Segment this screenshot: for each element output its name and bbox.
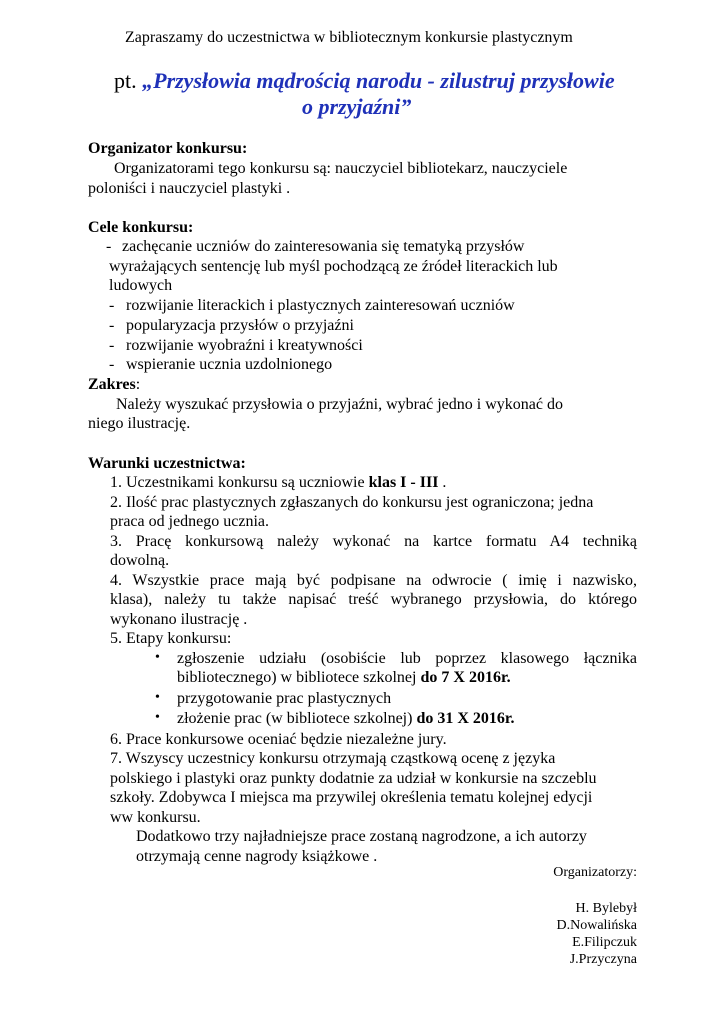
condition-3-line1: 3. Pracę konkursową należy wykonać na kartce formatu A4 techniką <box>110 533 637 550</box>
stage-2: przygotowanie prac plastycznych <box>177 690 392 707</box>
bullet-2: • <box>155 690 160 705</box>
goal-1-line3: ludowych <box>109 277 173 294</box>
condition-5: 5. Etapy konkursu: <box>110 630 232 647</box>
stage-1-line2 <box>177 668 511 687</box>
organizers-heading: Organizatorzy: <box>553 865 637 880</box>
bullet-3: • <box>155 710 160 725</box>
condition-6: 6. Prace konkursowe oceniać będzie niezależne jury. <box>110 731 447 748</box>
contest-title-line2: o przyjaźni” <box>302 94 412 119</box>
goal-1-line2: wyrażających sentencję lub myśl pochodzącą ze źródeł literackich lub <box>109 258 558 275</box>
contest-title-line1 <box>114 68 615 93</box>
goal-dash-4: - <box>109 337 115 354</box>
condition-1-classes: klas I - III <box>368 474 439 491</box>
goal-3: popularyzacja przysłów o przyjaźni <box>126 317 354 334</box>
extra-line1: Dodatkowo trzy najładniejsze prace zostaną nagrodzone, a ich autorzy <box>136 828 587 845</box>
organizer-name-2: D.Nowalińska <box>556 918 637 933</box>
goals-heading: Cele konkursu: <box>88 219 194 236</box>
goal-2: rozwijanie literackich i plastycznych zainteresowań uczniów <box>126 297 515 314</box>
organizer-line2: poloniści i nauczyciel plastyki . <box>88 180 291 197</box>
goal-dash-1: - <box>106 238 112 255</box>
stage-3-deadline: do 31 X 2016r. <box>416 710 515 727</box>
organizer-heading: Organizator konkursu: <box>88 140 248 157</box>
condition-1-post: . <box>438 474 447 491</box>
title-text-1: „Przysłowia mądrością narodu - zilustruj przysłowie <box>142 68 615 93</box>
goal-dash-5: - <box>109 356 115 373</box>
goal-5: wspieranie ucznia uzdolnionego <box>126 356 333 373</box>
scope-heading <box>88 375 140 394</box>
goal-dash-2: - <box>109 297 115 314</box>
organizer-name-4: J.Przyczyna <box>569 952 637 967</box>
scope-line1: Należy wyszukać przysłowia o przyjaźni, wybrać jedno i wykonać do <box>116 396 563 413</box>
stage-1-line1: zgłoszenie udziału (osobiście lub poprzez klasowego łącznika <box>177 650 637 667</box>
condition-2-line1: 2. Ilość prac plastycznych zgłaszanych do konkursu jest ograniczona; jedna <box>110 494 594 511</box>
scope-heading-text: Zakres <box>88 376 136 393</box>
condition-7-line1: 7. Wszyscy uczestnicy konkursu otrzymają cząstkową ocenę z języka <box>110 750 556 767</box>
bullet-1: • <box>155 650 160 665</box>
stage-3-text: złożenie prac (w bibliotece szkolnej) <box>177 710 417 727</box>
condition-4-line3: wykonano ilustrację . <box>110 611 248 628</box>
goal-4: rozwijanie wyobraźni i kreatywności <box>126 337 363 354</box>
title-prefix: pt. <box>114 68 143 93</box>
condition-2-line2: praca od jednego ucznia. <box>110 513 270 530</box>
invitation-line: Zapraszamy do uczestnictwa w bibliotecznym konkursie plastycznym <box>125 29 573 46</box>
condition-1 <box>110 473 446 492</box>
condition-7-line3: szkoły. Zdobywca I miejsca ma przywilej określenia tematu kolejnej edycji <box>110 789 593 806</box>
scope-heading-colon: : <box>135 376 141 393</box>
scope-line2: niego ilustrację. <box>88 415 191 432</box>
stage-1-deadline: do 7 X 2016r. <box>420 669 511 686</box>
condition-3-line2: dowolną. <box>110 552 170 569</box>
condition-4-line2: klasa), należy tu także napisać treść wybranego przysłowia, do którego <box>110 591 637 608</box>
conditions-heading: Warunki uczestnictwa: <box>88 455 246 472</box>
goal-1-line1: zachęcanie uczniów do zainteresowania się tematyką przysłów <box>122 238 525 255</box>
goal-dash-3: - <box>109 317 115 334</box>
condition-1-pre: 1. Uczestnikami konkursu są uczniowie <box>110 474 369 491</box>
organizer-name-3: E.Filipczuk <box>572 935 637 950</box>
stage-1-line2-text: bibliotecznego) w bibliotece szkolnej <box>177 669 421 686</box>
organizer-line1: Organizatorami tego konkursu są: nauczyciel bibliotekarz, nauczyciele <box>114 160 568 177</box>
extra-line2: otrzymają cenne nagrody książkowe . <box>136 848 378 865</box>
condition-4-line1: 4. Wszystkie prace mają być podpisane na odwrocie ( imię i nazwisko, <box>110 572 637 589</box>
condition-7-line2: polskiego i plastyki oraz punkty dodatnie za udział w konkursie na szczeblu <box>110 770 597 787</box>
stage-3 <box>177 709 515 728</box>
condition-7-line4: ww konkursu. <box>110 809 201 826</box>
organizer-name-1: H. Bylebył <box>575 901 637 916</box>
